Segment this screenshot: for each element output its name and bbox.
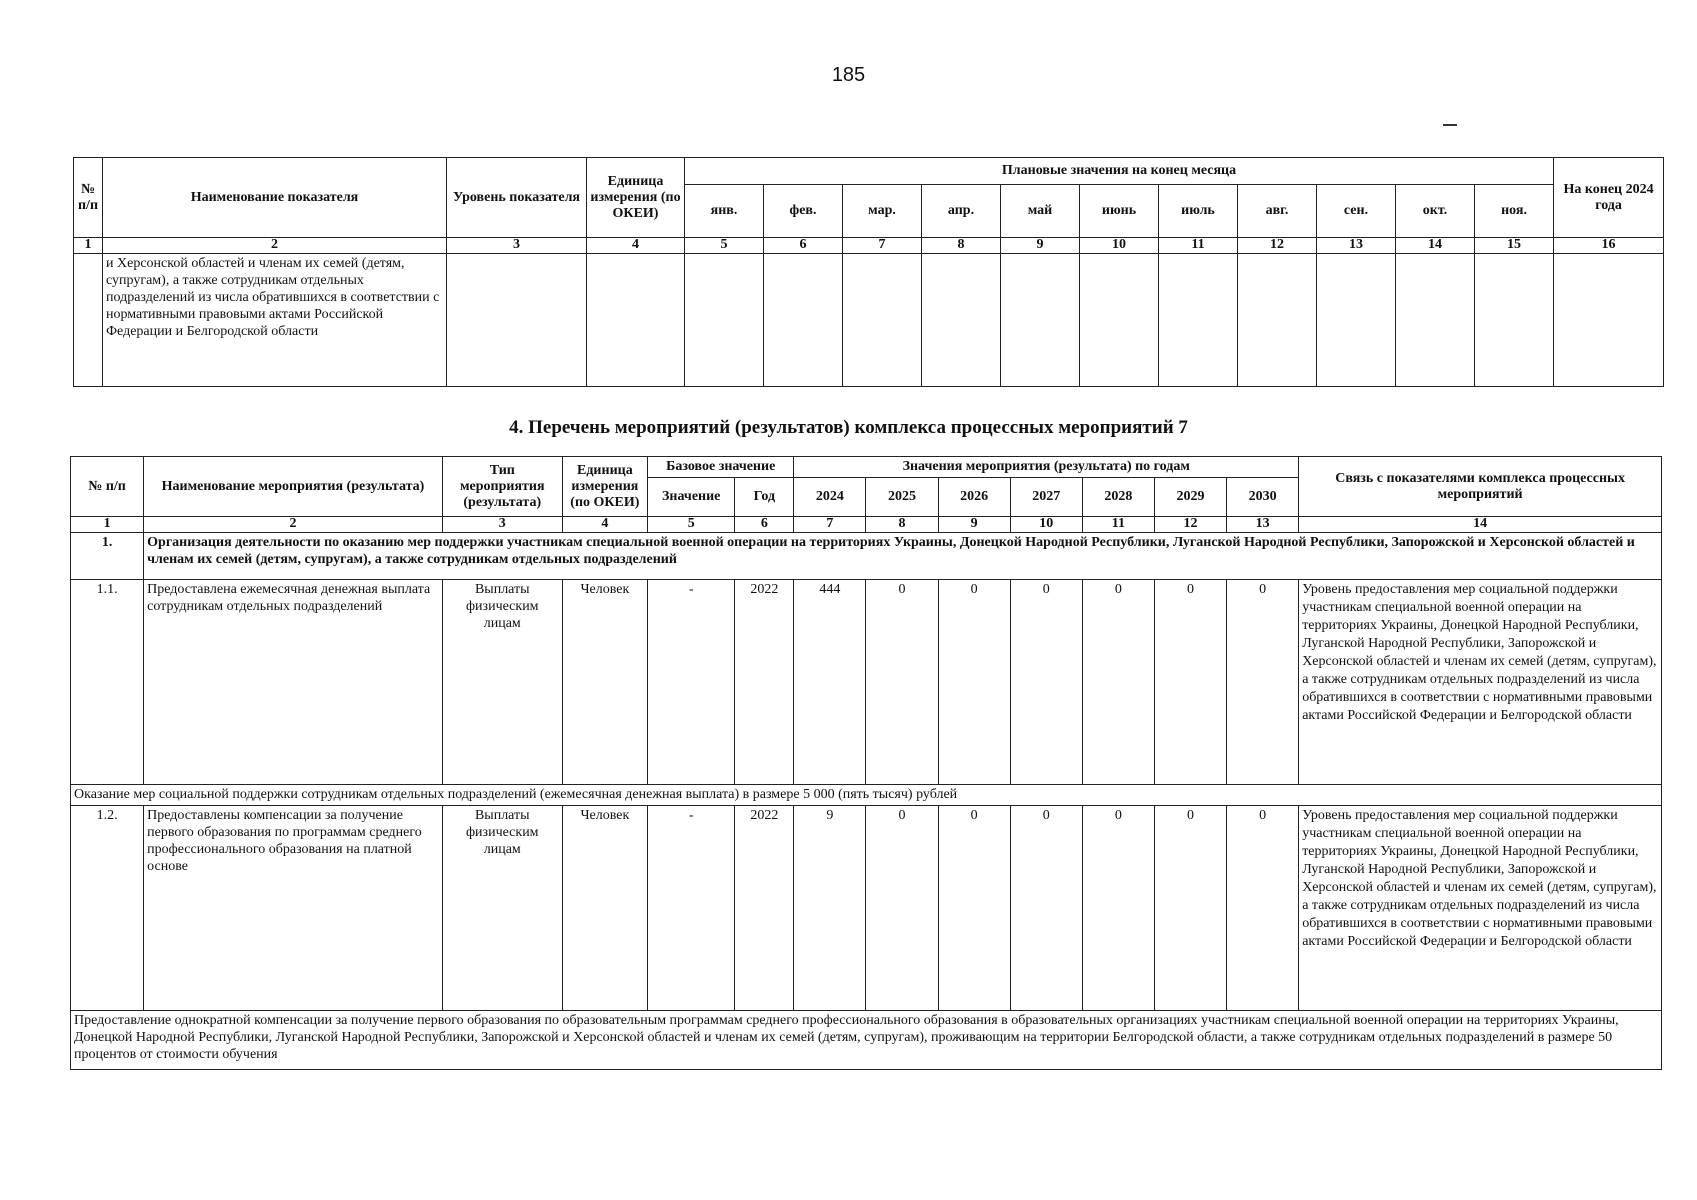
cell-month bbox=[764, 254, 843, 387]
col-level-header: Уровень показателя bbox=[447, 158, 587, 238]
base-value-header: Базовое значение bbox=[648, 457, 794, 478]
section-title: 4. Перечень мероприятий (результатов) комплекса процессных мероприятий 7 bbox=[509, 417, 1188, 438]
cell-month bbox=[1238, 254, 1317, 387]
row-num: 1.2. bbox=[71, 806, 144, 1011]
row-note: Оказание мер социальной поддержки сотрудникам отдельных подразделений (ежемесячная денежная выплата) в размере 5 000 (пять тысяч) рублей bbox=[71, 785, 1662, 806]
note-row bbox=[71, 785, 1662, 806]
cell-num bbox=[74, 254, 103, 387]
column-number: 11 bbox=[1159, 238, 1238, 254]
column-number: 14 bbox=[1299, 517, 1662, 533]
dash-mark bbox=[1443, 124, 1457, 126]
year-header: 2027 bbox=[1010, 478, 1082, 517]
group-num: 1. bbox=[71, 533, 144, 580]
cell-unit bbox=[587, 254, 685, 387]
cell-month bbox=[843, 254, 922, 387]
month-header: окт. bbox=[1396, 185, 1475, 238]
row-base-year: 2022 bbox=[735, 580, 794, 785]
col-unit-header: Единица измерения (по ОКЕИ) bbox=[587, 158, 685, 238]
col-unit-header: Единица измерения (по ОКЕИ) bbox=[562, 457, 647, 517]
column-number: 2 bbox=[144, 517, 443, 533]
col-type-header: Тип мероприятия (результата) bbox=[442, 457, 562, 517]
group-row bbox=[71, 533, 1662, 580]
column-number: 9 bbox=[1001, 238, 1080, 254]
month-header: апр. bbox=[922, 185, 1001, 238]
table-row bbox=[71, 580, 1662, 785]
column-number: 12 bbox=[1154, 517, 1226, 533]
row-value-2025: 0 bbox=[866, 580, 938, 785]
col-num-header: № п/п bbox=[74, 158, 103, 238]
cell-month bbox=[922, 254, 1001, 387]
column-number: 15 bbox=[1475, 238, 1554, 254]
month-header: фев. bbox=[764, 185, 843, 238]
row-value-2024: 444 bbox=[794, 580, 866, 785]
cell-level bbox=[447, 254, 587, 387]
row-base-value: - bbox=[648, 580, 735, 785]
row-name: Предоставлена ежемесячная денежная выплата сотрудникам отдельных подразделений bbox=[144, 580, 443, 785]
column-number: 10 bbox=[1080, 238, 1159, 254]
column-number: 2 bbox=[103, 238, 447, 254]
row-type: Выплаты физическим лицам bbox=[442, 806, 562, 1011]
month-header: авг. bbox=[1238, 185, 1317, 238]
page-number: 185 bbox=[831, 64, 866, 86]
column-number: 1 bbox=[71, 517, 144, 533]
row-unit: Человек bbox=[562, 806, 647, 1011]
row-link: Уровень предоставления мер социальной поддержки участникам специальной военной операции на территориях Украины, Донецкой Народной Республики, Луганской Народной Республики, Запорожской и Херсонской областей и членам их семей (детям, супругам), а также сотрудникам отдельных подразделений из числа обратившихся в соответствии с нормативными правовыми актами Российской Федерации и Белгородской области bbox=[1299, 580, 1662, 785]
month-header: июнь bbox=[1080, 185, 1159, 238]
row-link: Уровень предоставления мер социальной поддержки участникам специальной военной операции на территориях Украины, Донецкой Народной Республики, Луганской Народной Республики, Запорожской и Херсонской областей и членам их семей (детям, супругам), а также сотрудникам отдельных подразделений из числа обратившихся в соответствии с нормативными правовыми актами Российской Федерации и Белгородской области bbox=[1299, 806, 1662, 1011]
note-row bbox=[71, 1011, 1662, 1070]
month-header: ноя. bbox=[1475, 185, 1554, 238]
row-base-value: - bbox=[648, 806, 735, 1011]
column-number: 11 bbox=[1082, 517, 1154, 533]
measures-table bbox=[70, 456, 1662, 1070]
cell-indicator-name: и Херсонской областей и членам их семей (детям, супругам), а также сотрудникам отдельных подразделений из числа обратившихся в соответствии с нормативными правовыми актами Российской Федерации и Белгородской области bbox=[103, 254, 447, 387]
cell-year-end bbox=[1554, 254, 1664, 387]
col-name-header: Наименование показателя bbox=[103, 158, 447, 238]
month-header: июль bbox=[1159, 185, 1238, 238]
col-num-header: № п/п bbox=[71, 457, 144, 517]
column-number: 5 bbox=[685, 238, 764, 254]
month-header: мар. bbox=[843, 185, 922, 238]
row-value-2024: 9 bbox=[794, 806, 866, 1011]
cell-month bbox=[1159, 254, 1238, 387]
column-number: 12 bbox=[1238, 238, 1317, 254]
cell-month bbox=[1317, 254, 1396, 387]
base-year-subheader: Год bbox=[735, 478, 794, 517]
column-number: 13 bbox=[1227, 517, 1299, 533]
group-title: Организация деятельности по оказанию мер поддержки участникам специальной военной операции на территориях Украины, Донецкой Народной Республики, Луганской Народной Республики, Запорожской и Херсонской областей и членам их семей (детям, супругам), а также сотрудникам отдельных подразделений bbox=[144, 533, 1662, 580]
column-number: 9 bbox=[938, 517, 1010, 533]
month-header: янв. bbox=[685, 185, 764, 238]
year-header: 2024 bbox=[794, 478, 866, 517]
year-header: 2028 bbox=[1082, 478, 1154, 517]
column-number: 7 bbox=[843, 238, 922, 254]
column-number: 10 bbox=[1010, 517, 1082, 533]
month-header: май bbox=[1001, 185, 1080, 238]
planned-values-header: Плановые значения на конец месяца bbox=[685, 158, 1554, 185]
row-value-2025: 0 bbox=[866, 806, 938, 1011]
row-note: Предоставление однократной компенсации за получение первого образования по образовательным программам среднего профессионального образования в образовательных организациях участникам специальной военной операции на территориях Украины, Донецкой Народной Республики, Луганской Народной Республики, Запорожской и Херсонской областей и членам их семей (детям, супругам), проживающим на территории Белгородской области, а также сотрудникам отдельных подразделений в размере 50 процентов от стоимости обучения bbox=[71, 1011, 1662, 1070]
column-number: 8 bbox=[866, 517, 938, 533]
col-link-header: Связь с показателями комплекса процессных мероприятий bbox=[1299, 457, 1662, 517]
row-unit: Человек bbox=[562, 580, 647, 785]
values-by-year-header: Значения мероприятия (результата) по годам bbox=[794, 457, 1299, 478]
cell-month bbox=[685, 254, 764, 387]
row-value-2029: 0 bbox=[1154, 806, 1226, 1011]
base-value-subheader: Значение bbox=[648, 478, 735, 517]
column-number: 13 bbox=[1317, 238, 1396, 254]
row-value-2029: 0 bbox=[1154, 580, 1226, 785]
column-number: 14 bbox=[1396, 238, 1475, 254]
row-value-2030: 0 bbox=[1227, 806, 1299, 1011]
column-number: 16 bbox=[1554, 238, 1664, 254]
row-value-2027: 0 bbox=[1010, 806, 1082, 1011]
row-value-2030: 0 bbox=[1227, 580, 1299, 785]
row-name: Предоставлены компенсации за получение первого образования по программам среднего профессионального образования на платной основе bbox=[144, 806, 443, 1011]
cell-month bbox=[1080, 254, 1159, 387]
year-header: 2025 bbox=[866, 478, 938, 517]
cell-month bbox=[1396, 254, 1475, 387]
column-number: 7 bbox=[794, 517, 866, 533]
column-number: 4 bbox=[587, 238, 685, 254]
col-year-end-header: На конец 2024 года bbox=[1554, 158, 1664, 238]
year-header: 2030 bbox=[1227, 478, 1299, 517]
column-number: 4 bbox=[562, 517, 647, 533]
month-header: сен. bbox=[1317, 185, 1396, 238]
column-number: 6 bbox=[735, 517, 794, 533]
column-number: 6 bbox=[764, 238, 843, 254]
column-number: 8 bbox=[922, 238, 1001, 254]
column-number: 3 bbox=[447, 238, 587, 254]
row-num: 1.1. bbox=[71, 580, 144, 785]
row-value-2028: 0 bbox=[1082, 806, 1154, 1011]
column-number: 5 bbox=[648, 517, 735, 533]
row-value-2028: 0 bbox=[1082, 580, 1154, 785]
row-type: Выплаты физическим лицам bbox=[442, 580, 562, 785]
col-name-header: Наименование мероприятия (результата) bbox=[144, 457, 443, 517]
year-header: 2026 bbox=[938, 478, 1010, 517]
table-row bbox=[71, 806, 1662, 1011]
cell-month bbox=[1001, 254, 1080, 387]
row-value-2026: 0 bbox=[938, 580, 1010, 785]
column-number: 1 bbox=[74, 238, 103, 254]
row-value-2027: 0 bbox=[1010, 580, 1082, 785]
indicators-table bbox=[73, 157, 1664, 387]
table-row bbox=[74, 254, 1664, 387]
column-number: 3 bbox=[442, 517, 562, 533]
row-base-year: 2022 bbox=[735, 806, 794, 1011]
row-value-2026: 0 bbox=[938, 806, 1010, 1011]
cell-month bbox=[1475, 254, 1554, 387]
year-header: 2029 bbox=[1154, 478, 1226, 517]
